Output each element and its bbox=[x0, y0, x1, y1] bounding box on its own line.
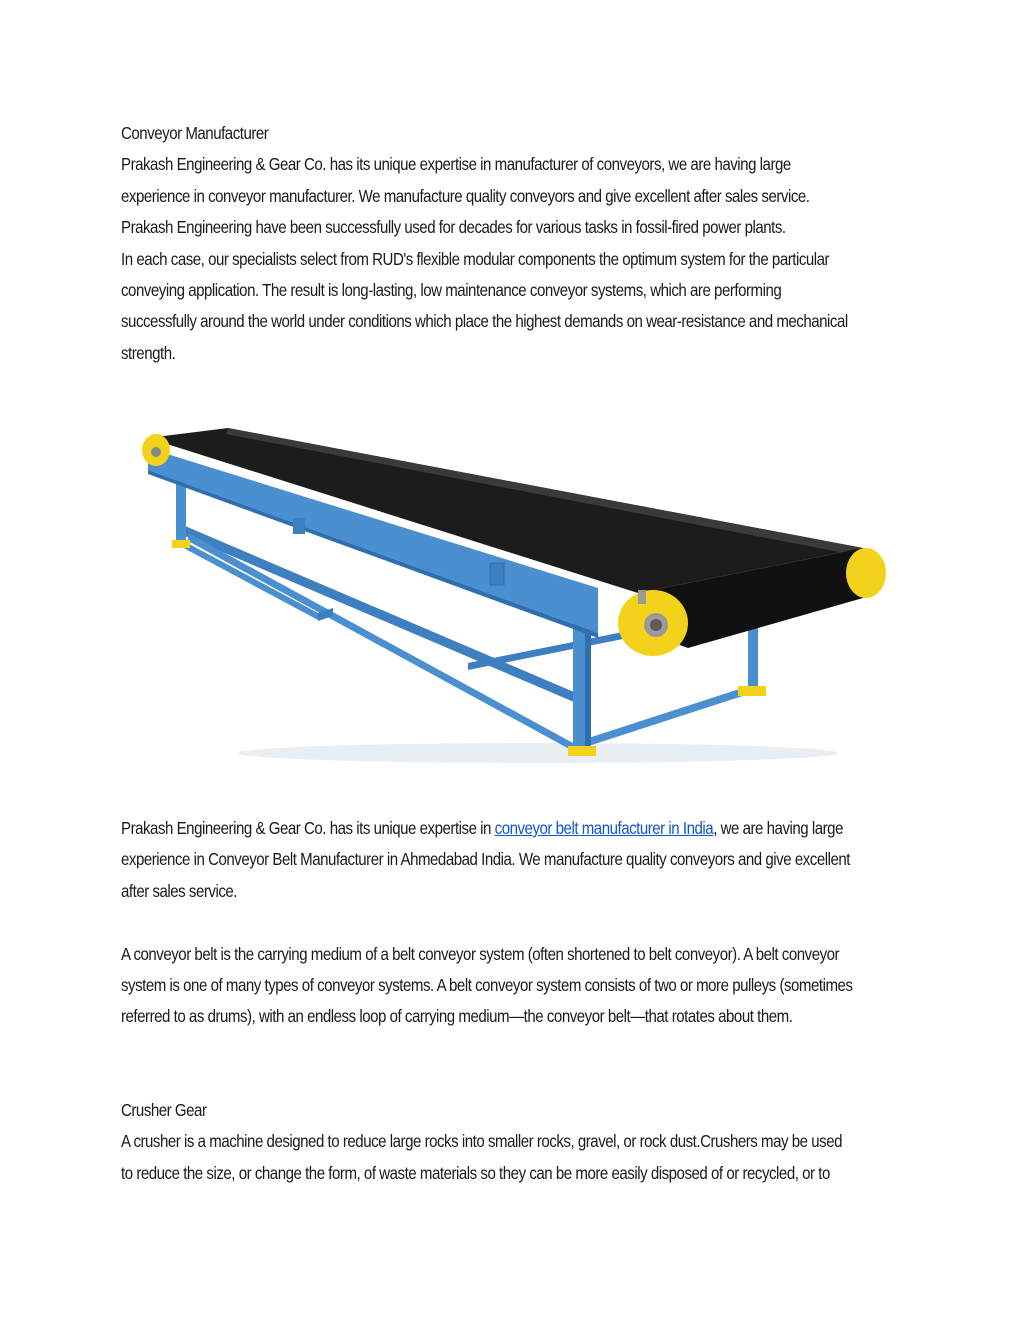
side-clip bbox=[293, 518, 305, 534]
paragraph-line: Prakash Engineering & Gear Co. has its unique expertise in manufacturer of conveyors, we are having large bbox=[121, 154, 791, 175]
text-span: , we are having large bbox=[713, 818, 843, 838]
foot-pad bbox=[172, 540, 190, 548]
paragraph-line: experience in Conveyor Belt Manufacturer in Ahmedabad India. We manufacture quality conveyors and give excellent bbox=[121, 849, 850, 870]
paragraph-line: system is one of many types of conveyor systems. A belt conveyor system consists of two or more pulleys (sometimes bbox=[121, 975, 853, 996]
section-conveyor bbox=[121, 118, 911, 369]
floor-shadow bbox=[238, 743, 838, 763]
heading-conveyor-manufacturer: Conveyor Manufacturer bbox=[121, 123, 269, 143]
pulley-near-axle bbox=[650, 619, 662, 631]
foot-pad bbox=[738, 686, 766, 696]
paragraph-line: A crusher is a machine designed to reduce large rocks into smaller rocks, gravel, or rock dust.Crushers may be used bbox=[121, 1131, 843, 1152]
conveyor-photo bbox=[118, 398, 908, 778]
paragraph-line: referred to as drums), with an endless loop of carrying medium—the conveyor belt—that rotates about them. bbox=[121, 1006, 793, 1027]
paragraph-line: experience in conveyor manufacturer. We manufacture quality conveyors and give excellent after sales service. bbox=[121, 185, 810, 206]
pulley-near-back bbox=[846, 548, 886, 598]
section-conveyor-belt bbox=[121, 813, 911, 1033]
conveyor-belt-manufacturer-link[interactable]: conveyor belt manufacturer in India bbox=[494, 818, 714, 838]
paragraph-line: Prakash Engineering have been successfully used for decades for various tasks in fossil-fired power plants. bbox=[121, 217, 786, 238]
foot-pad bbox=[568, 746, 596, 756]
paragraph-line: In each case, our specialists select from RUD's flexible modular components the optimum system for the particular bbox=[121, 248, 830, 269]
paragraph-line bbox=[121, 813, 843, 844]
pulley-hub bbox=[151, 447, 161, 457]
frame-leg bbox=[748, 623, 758, 688]
paragraph-line: A conveyor belt is the carrying medium of a belt conveyor system (often shortened to belt conveyor). A belt conveyor bbox=[121, 943, 840, 964]
side-box bbox=[490, 563, 504, 585]
paragraph-line: after sales service. bbox=[121, 880, 238, 901]
section-crusher-gear bbox=[121, 1095, 911, 1189]
paragraph-line: strength. bbox=[121, 342, 176, 363]
paragraph-line: to reduce the size, or change the form, of waste materials so they can be more easily disposed of or recycled, or to bbox=[121, 1162, 830, 1183]
frame-leg bbox=[573, 613, 585, 748]
tension-bolt bbox=[638, 590, 646, 604]
paragraph-line: successfully around the world under conditions which place the highest demands on wear-resistance and mechanical bbox=[121, 311, 848, 332]
heading-crusher-gear: Crusher Gear bbox=[121, 1100, 207, 1120]
text-span: Prakash Engineering & Gear Co. has its unique expertise in bbox=[121, 818, 495, 838]
paragraph-line: conveying application. The result is long-lasting, low maintenance conveyor systems, which are performing bbox=[121, 280, 782, 301]
spacer bbox=[121, 907, 911, 938]
